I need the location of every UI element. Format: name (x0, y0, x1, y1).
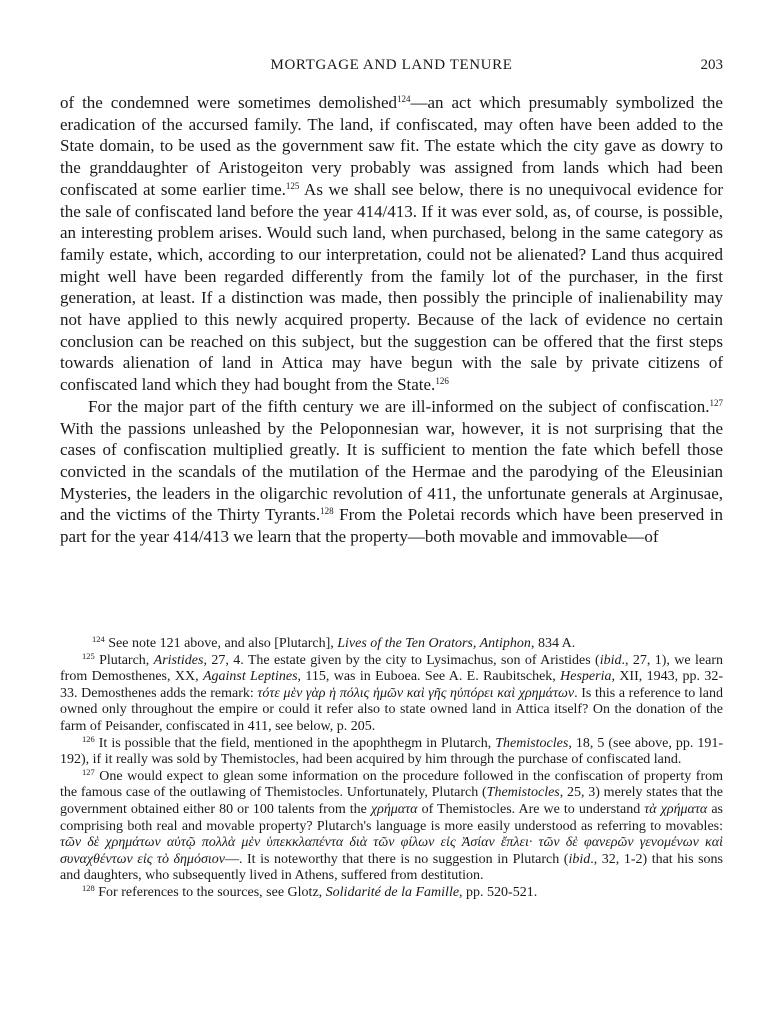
ibid: ibid (568, 851, 591, 867)
greek-quote: τότε μὲν γὰρ ἡ πόλις ἡμῶν καὶ γῆς ηὐπόρει καὶ χρημάτων (257, 685, 575, 701)
text-run: See note 121 above, and also [Plutarch], (104, 636, 338, 651)
text-run: , 27, 4. The estate given by the city to Lysimachus, son of Aristides ( (203, 652, 600, 668)
work-title: Solidarité de la Famille (325, 884, 460, 900)
main-text (60, 92, 723, 548)
footnote-126 (60, 733, 723, 769)
footnote-ref-124[interactable]: 124 (397, 94, 411, 104)
text-run: —. It is noteworthy that there is no suggestion in Plutarch ( (224, 851, 569, 867)
work-title: Aristides (153, 652, 204, 668)
footnote-ref-126[interactable]: 126 (435, 376, 449, 387)
footnote-number: 127 (82, 766, 95, 777)
text-run: , 834 A. (530, 636, 576, 651)
footnote-128 (60, 882, 723, 902)
text-run: of the condemned were sometimes demolished (60, 93, 398, 112)
footnotes (60, 636, 723, 902)
footnote-number: 126 (82, 733, 95, 744)
text-run: of Themistocles. Are we to understand (417, 801, 645, 817)
paragraph-2 (60, 396, 723, 548)
running-head: MORTGAGE AND LAND TENURE (270, 57, 513, 73)
text-run: ., 27, 1), we learn from Demosthenes, XX, (60, 652, 723, 685)
page-header (60, 57, 723, 77)
footnote-ref-127[interactable]: 127 (709, 397, 723, 408)
text-run: , XII, 1943, pp. 32-33. Demosthenes adds the remark: (60, 669, 723, 701)
text-run: As we shall see below, there is no unequivocal evidence for the sale of confiscated land before the year 414/413. If it was ever sold, as, of course, is possible, an interesting problem arises. Would such land, when purchased, belong in the same category as family estate, which, according to our interpretation, could not be alienated? Land thus acquired might well have been regarded differently from the family lot of the purchaser, in the first generation, at least. If a distinction was made, then possibly the principle of inalienability may not have applied to this newly acquired property. Because of the lack of evidence no certain conclusion can be reached on this subject, but the suggestion can be offered that the first steps towards alienation of land in Attica may have begun with the sale by private citizens of confiscated land which they had bought from the State. (60, 179, 723, 395)
text-run: ., 32, 1-2) that his sons and daughters, who subsequently lived in Athens, suffered from destitution. (60, 851, 724, 884)
text-run: , pp. 520-521. (459, 884, 538, 900)
text-run: —an act which presumably symbolized the eradication of the accursed family. The land, if confiscated, may often have been added to the State domain, to be used as the government saw fit. The estate which the city gave as dowry to the granddaughter of Aristogeiton very probably was assigned from lands which had been confiscated at some earlier time. (60, 93, 723, 199)
footnote-ref-128[interactable]: 128 (320, 506, 334, 517)
text-run: , 18, 5 (see above, pp. 191-192), if it really was sold by Themistocles, had been acquired by him through the purchase of confiscated land. (60, 735, 723, 768)
work-title: Against Leptines (202, 669, 298, 685)
work-title: Themistocles (486, 785, 560, 801)
text-run: It is possible that the field, mentioned in the apophthegm in Plutarch, (94, 735, 496, 751)
text-run: For the major part of the fifth century we are ill-informed on the subject of confiscation. (88, 396, 710, 416)
work-title: Lives of the Ten Orators, Antiphon (337, 636, 531, 651)
text-run: With the passions unleashed by the Peloponnesian war, however, it is not surprising that the cases of confiscation multiplied greatly. It is sufficient to mention the fate which befell those convicted in the scandals of the mutilation of the Hermae and the parodying of the Eleusinian Mysteries, the leaders in the oligarchic revolution of 411, the unfortunate generals at Arginusae, and the victims of the Thirty Tyrants. (60, 418, 723, 525)
text-run: as comprising both real and movable property? Plutarch's language is more easily understood as referring to movables: (60, 801, 723, 834)
greek-word: χρήματα (370, 801, 418, 817)
text-run: One would expect to glean some information on the procedure followed in the confiscation of property from the famous case of the outlawing of Themistocles. Unfortunately, Plutarch ( (60, 768, 723, 801)
text-run: From the Poletai records which have been preserved in part for the year 414/413 we learn that the property—both movable and immovable—of (60, 505, 723, 547)
journal-title: Hesperia (560, 669, 612, 685)
ibid: ibid (599, 652, 622, 668)
text-run: For references to the sources, see Glotz, (94, 884, 326, 900)
footnote-125 (60, 650, 723, 736)
footnote-127 (60, 766, 724, 885)
greek-quote: τῶν δὲ χρημάτων αὐτῷ πολλὰ μὲν ὑπεκκλαπέντα διὰ τῶν φίλων εἰς Ἀσίαν ἔπλει· τῶν δὲ φανερῶν γενομένων καὶ συναχθέντων εἰς τὸ δημόσιον (60, 835, 723, 867)
text-run: , 115, was in Euboea. See A. E. Raubitschek, (297, 669, 561, 685)
work-title: Themistocles (495, 735, 569, 751)
text-run: Plutarch, (94, 652, 154, 668)
text-run: , 25, 3) merely states that the government obtained either 80 or 100 talents from the (60, 785, 723, 817)
text-run: . Is this a reference to land owned only throughout the empire or could it refer also to state owned land in Attica itself? On the donation of the farm of Peisander, confiscated in 411, see below, p. 205. (60, 685, 723, 734)
footnote-number: 128 (82, 882, 95, 893)
page-number: 203 (700, 57, 723, 73)
footnote-number: 125 (82, 650, 95, 661)
footnote-124 (60, 636, 723, 653)
footnote-ref-125[interactable]: 125 (285, 180, 300, 191)
footnote-number: 124 (92, 634, 105, 644)
paragraph-1 (60, 92, 723, 396)
greek-word: τὰ χρήματα (644, 801, 708, 817)
